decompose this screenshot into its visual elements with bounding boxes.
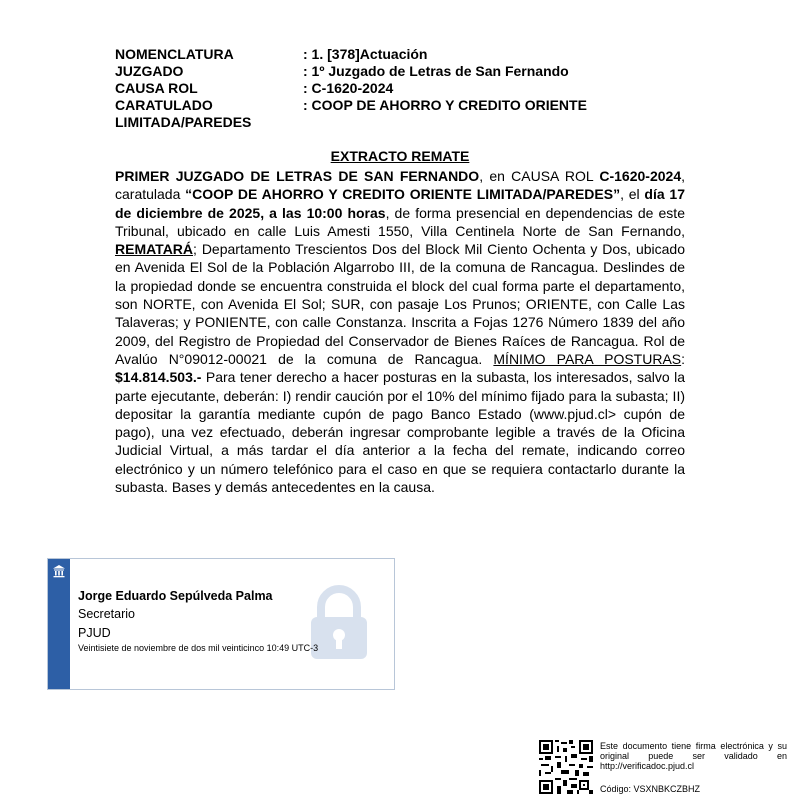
header-label: CAUSA ROL <box>115 80 198 96</box>
header-row-caratulado-cont <box>115 114 587 131</box>
header-label: LIMITADA/PAREDES <box>115 114 252 130</box>
body-text-span: Para tener derecho a hacer posturas en la subasta, los interesados, salvo la parte ejecutante, deberán: I) rendir caución por el 10% del mínimo fijado para la subasta; II) depositar la garantía mediante cupón de pago Banco Estado (www.pjud.cl> cupón de pago), una vez efectuado, deberán ingresar comprobante legible a través de la Oficina Judicial Virtual, a más tardar el día anterior a la fecha del remate, indicando correo electrónico y un número telefónico para el caso en que se requiera contactarlo durante la subasta. Bases y demás antecedentes en la causa. <box>115 369 685 496</box>
case-caption: “COOP DE AHORRO Y CREDITO ORIENTE LIMITADA/PAREDES” <box>185 186 621 203</box>
rematara-keyword: REMATARÁ <box>115 241 194 258</box>
body-text-span: ; Departamento Trescientos Dos del Block Mil Ciento Ochenta y Dos, ubicado en Avenida El Sol de la Población Algarrobo III, de la comuna de Rancagua. Deslindes de la propiedad donde se encuentra construida el block del cual forma parte el departamento, son NORTE, con Avenida El Sol; SUR, con pasaje Los Prunos; ORIENTE, con Calle Las Talaveras; y PONIENTE, con calle Constanza. Inscrita a Fojas 1276 Número 1839 del año 2009, del Registro de Propiedad del Conservador de Bienes Raíces de Rancagua. Rol de Avalúo N°09012-00021 de la comuna de Rancagua. <box>115 241 685 367</box>
header-value: : COOP DE AHORRO Y CREDITO ORIENTE <box>303 97 587 113</box>
header-label: NOMENCLATURA <box>115 46 234 62</box>
header-value: : C-1620-2024 <box>303 80 394 96</box>
header-row-caratulado <box>115 97 587 114</box>
signature-sidebar <box>48 559 70 689</box>
verification-code: Código: VSXNBKCZBHZ <box>600 784 701 794</box>
header-value: : 1. [378]Actuación <box>303 46 428 62</box>
document-body <box>115 167 685 496</box>
body-text-span: , caratulada <box>115 168 685 203</box>
body-text-span: , el <box>620 186 645 203</box>
court-name: PRIMER JUZGADO DE LETRAS DE SAN FERNANDO <box>115 168 480 184</box>
header-value: : 1º Juzgado de Letras de San Fernando <box>303 63 569 79</box>
body-text-span: : <box>681 350 686 367</box>
verification-qr-code <box>539 740 593 794</box>
case-number: C-1620-2024 <box>599 168 682 184</box>
verification-notice: Este documento tiene firma electrónica y su original puede ser validado en http://verificadoc.pjud.cl <box>600 741 787 771</box>
body-text-span: , de forma presencial en dependencias de este Tribunal, ubicado en calle Luis Amesti 1550, Villa Centinela Norte de San Fernando, <box>115 204 685 239</box>
header-label: CARATULADO <box>115 97 213 113</box>
signature-box <box>47 558 395 690</box>
signer-role: Secretario <box>78 607 135 621</box>
body-text-span: , en CAUSA ROL <box>479 168 600 184</box>
header-row-causa-rol <box>115 80 587 97</box>
auction-date: día 17 de diciembre de 2025, a las 10:00 horas <box>115 186 685 221</box>
minimum-bid-amount: $14.814.503.- <box>115 369 202 386</box>
header-row-juzgado <box>115 63 587 80</box>
document-title: EXTRACTO REMATE <box>330 148 470 164</box>
header-row-nomenclatura <box>115 46 587 63</box>
signer-name: Jorge Eduardo Sepúlveda Palma <box>78 589 273 603</box>
signature-timestamp: Veintisiete de noviembre de dos mil veinticinco 10:49 UTC-3 <box>78 643 319 653</box>
header-label: JUZGADO <box>115 63 184 79</box>
institution-icon <box>52 564 66 578</box>
body-paragraph <box>115 167 685 496</box>
signer-organization: PJUD <box>78 626 111 640</box>
minimum-bid-label: MÍNIMO PARA POSTURAS <box>493 350 682 367</box>
case-header <box>115 46 587 131</box>
